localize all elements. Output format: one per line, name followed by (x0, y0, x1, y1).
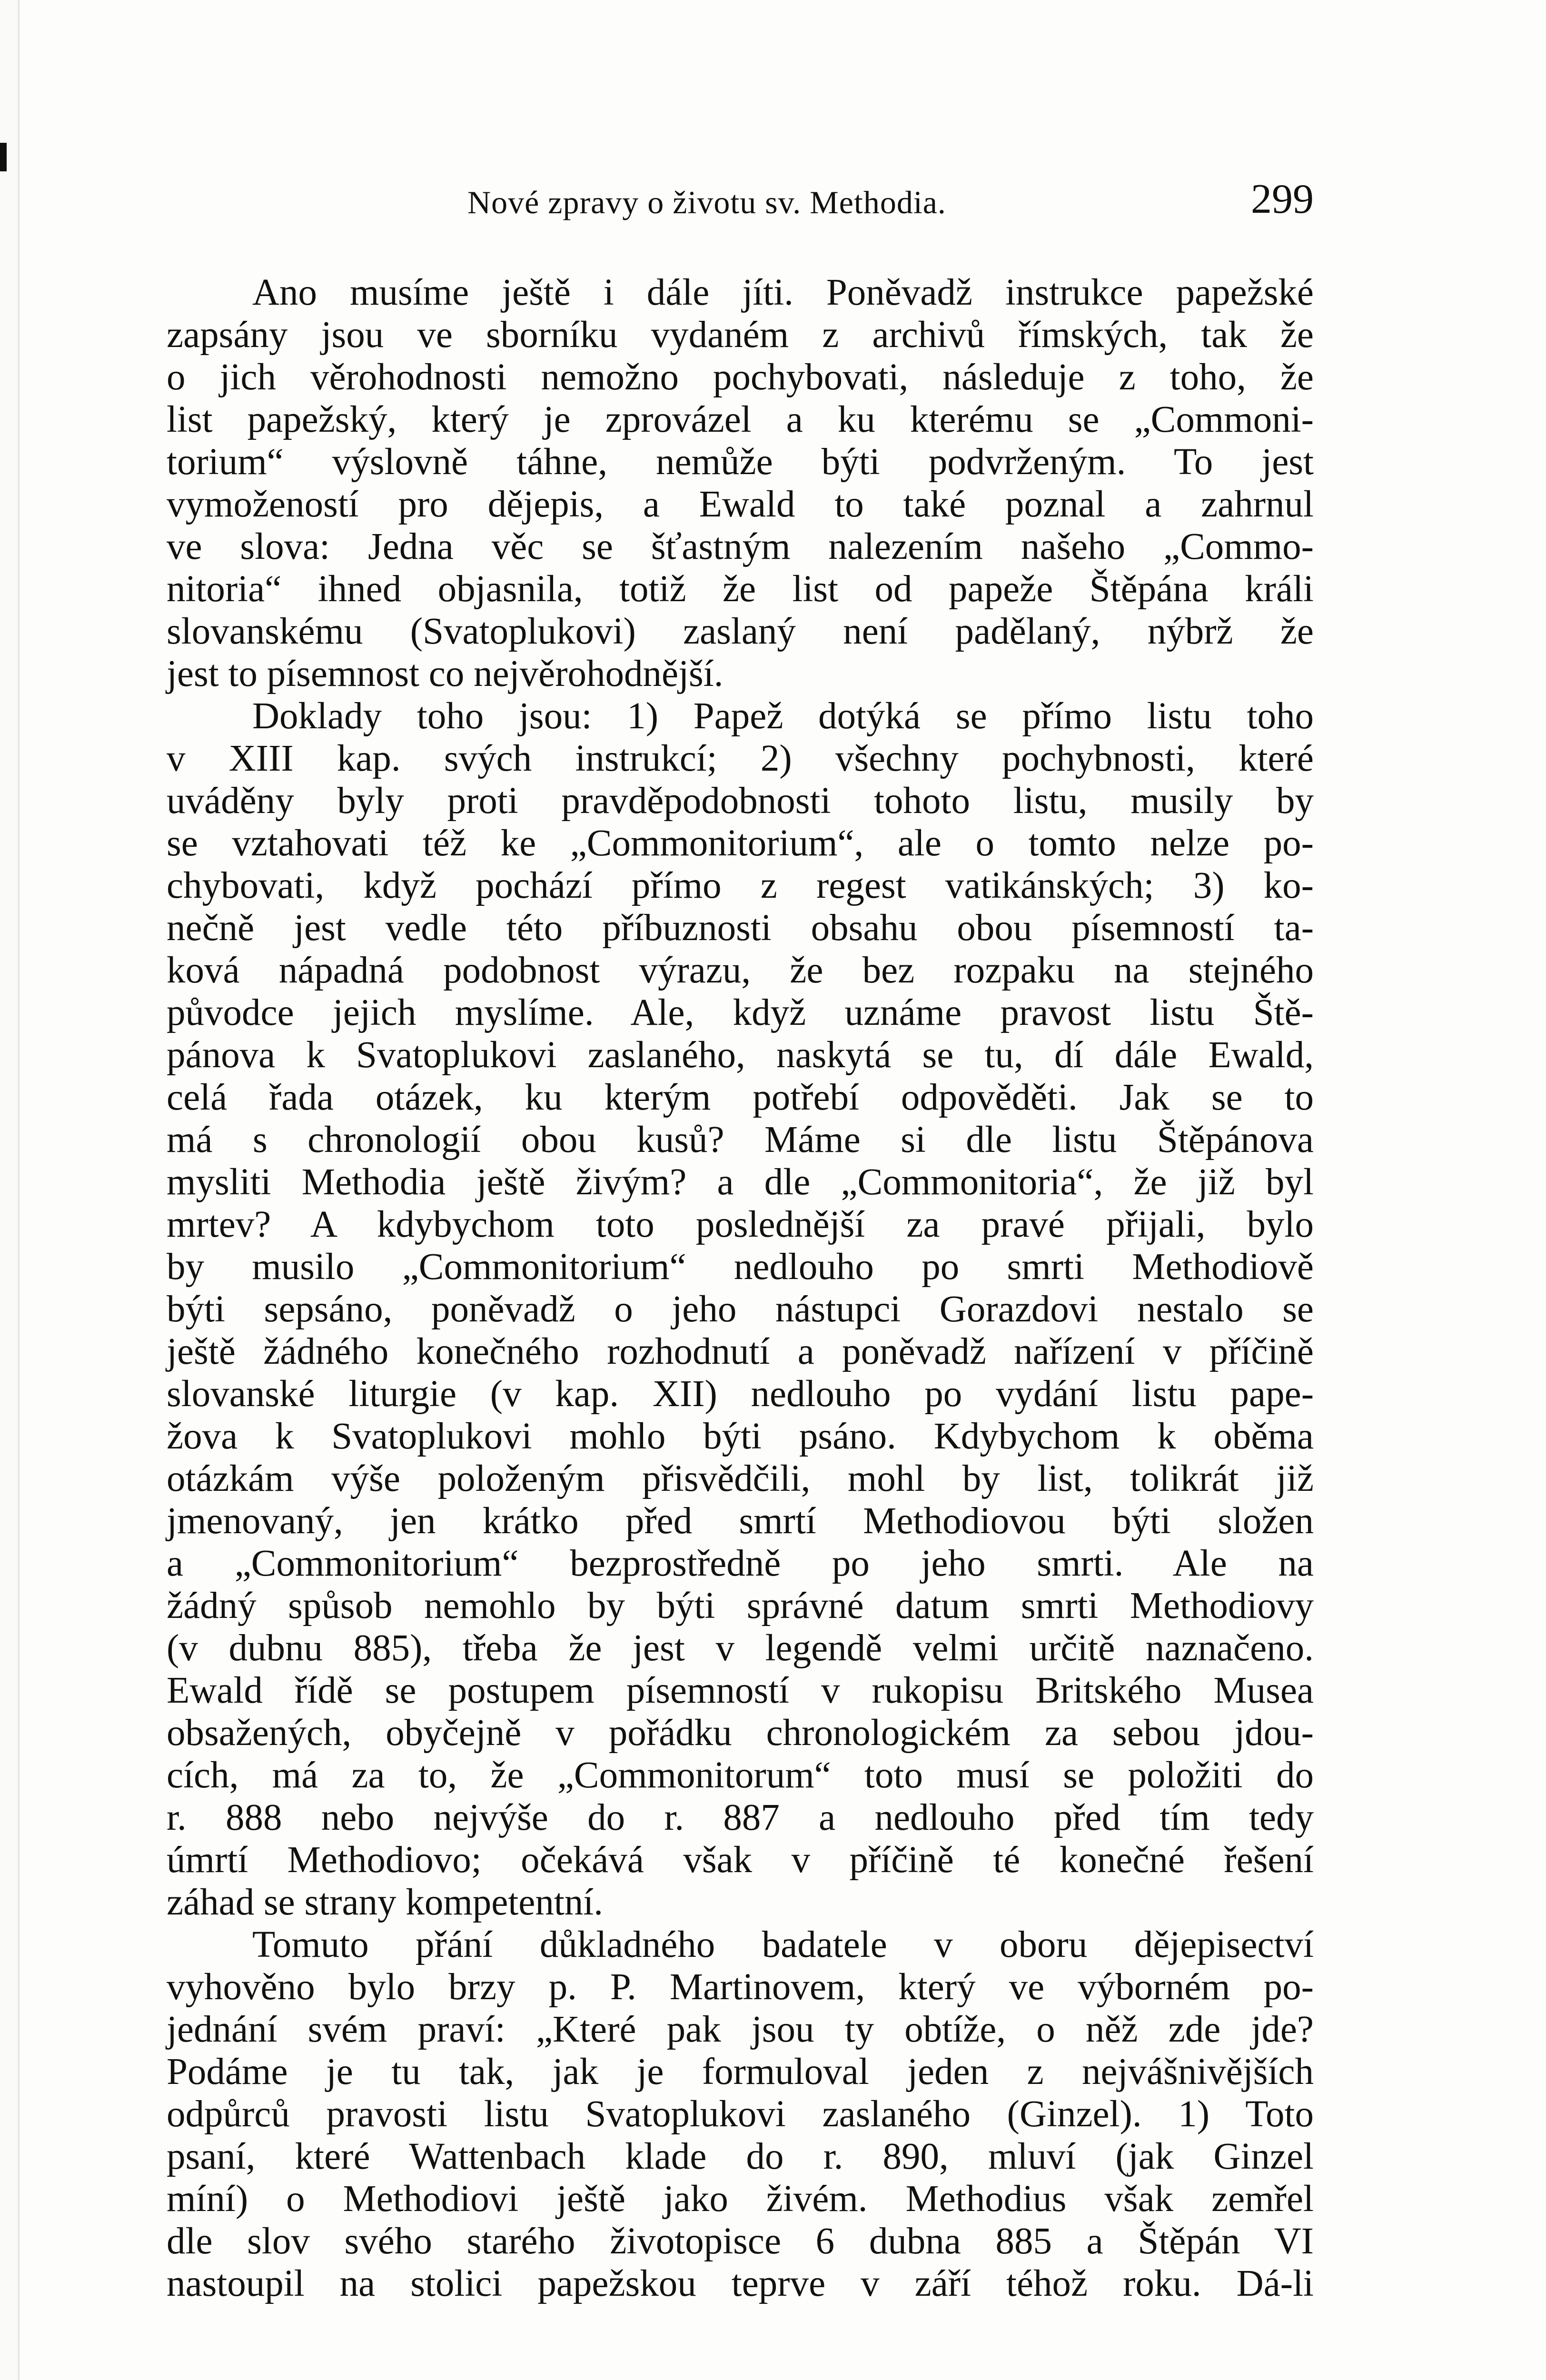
text-line: ková nápadná podobnost výrazu, že bez rozpaku na stejného (167, 950, 1314, 991)
text-line: pánova k Svatoplukovi zaslaného, naskytá se tu, dí dále Ewald, (167, 1034, 1314, 1076)
text-line: slovanské liturgie (v kap. XII) nedlouho po vydání listu pape- (167, 1373, 1314, 1415)
page-edge (0, 0, 20, 2380)
binding-mark (0, 143, 7, 171)
text-line: ve slova: Jedna věc se šťastným nalezením našeho „Commo- (167, 526, 1314, 567)
text-line: nastoupil na stolici papežskou teprve v září téhož roku. Dá-li (167, 2263, 1314, 2304)
text-line: slovanskému (Svatoplukovi) zaslaný není padělaný, nýbrž že (167, 611, 1314, 652)
text-line: žádný spůsob nemohlo by býti správné datum smrti Methodiovy (167, 1585, 1314, 1626)
text-line: (v dubnu 885), třeba že jest v legendě velmi určitě naznačeno. (167, 1627, 1314, 1669)
text-line: mysliti Methodia ještě živým? a dle „Commonitoria“, že již byl (167, 1161, 1314, 1203)
text-line: žova k Svatoplukovi mohlo býti psáno. Kdybychom k oběma (167, 1416, 1314, 1457)
text-line: úmrtí Methodiovo; očekává však v příčině té konečné řešení (167, 1839, 1314, 1881)
text-line: mrtev? A kdybychom toto poslednější za pravé přijali, bylo (167, 1204, 1314, 1245)
text-line: psaní, které Wattenbach klade do r. 890, mluví (jak Ginzel (167, 2136, 1314, 2177)
text-line: obsažených, obyčejně v pořádku chronologickém za sebou jdou- (167, 1712, 1314, 1754)
text-line: Podáme je tu tak, jak je formuloval jeden z nejvášnivějších (167, 2051, 1314, 2092)
text-line: se vztahovati též ke „Commonitorium“, ale o tomto nelze po- (167, 823, 1314, 864)
text-line: jest to písemnost co nejvěrohodnější. (167, 653, 723, 694)
text-line: chybovati, když pochází přímo z regest vatikánských; 3) ko- (167, 865, 1314, 906)
text-line: nitoria“ ihned objasnila, totiž že list od papeže Štěpána králi (167, 568, 1314, 610)
text-line: by musilo „Commonitorium“ nedlouho po smrti Methodiově (167, 1246, 1314, 1288)
body-text (167, 271, 1314, 2305)
text-line: jmenovaný, jen krátko před smrtí Methodiovou býti složen (167, 1500, 1314, 1542)
text-line: má s chronologií obou kusů? Máme si dle listu Štěpánova (167, 1119, 1314, 1160)
text-line: uváděny byly proti pravděpodobnosti tohoto listu, musily by (167, 780, 1314, 822)
text-line: Tomuto přání důkladného badatele v oboru dějepisectví (252, 1924, 1314, 1965)
text-line: r. 888 nebo nejvýše do r. 887 a nedlouho před tím tedy (167, 1797, 1314, 1838)
text-line: cích, má za to, že „Commonitorum“ toto musí se položiti do (167, 1755, 1314, 1796)
text-line: Doklady toho jsou: 1) Papež dotýká se přímo listu toho (252, 695, 1314, 737)
text-line: ještě žádného konečného rozhodnutí a poněvadž nařízení v příčině (167, 1331, 1314, 1372)
text-line: a „Commonitorium“ bezprostředně po jeho smrti. Ale na (167, 1543, 1314, 1584)
text-line: celá řada otázek, ku kterým potřebí odpověděti. Jak se to (167, 1077, 1314, 1118)
text-line: Ano musíme ještě i dále jíti. Poněvadž instrukce papežské (252, 272, 1314, 313)
page-header (167, 175, 1314, 228)
text-line: o jich věrohodnosti nemožno pochybovati, následuje z toho, že (167, 357, 1314, 398)
text-line: odpůrců pravosti listu Svatoplukovi zaslaného (Ginzel). 1) Toto (167, 2093, 1314, 2135)
page-number: 299 (1251, 176, 1314, 222)
text-line: Ewald řídě se postupem písemností v rukopisu Britského Musea (167, 1670, 1314, 1711)
text-line: list papežský, který je zprovázel a ku kterému se „Commoni- (167, 399, 1314, 440)
text-line: vyhověno bylo brzy p. P. Martinovem, který ve výborném po- (167, 1966, 1314, 2008)
text-line: míní) o Methodiovi ještě jako živém. Methodius však zemřel (167, 2178, 1314, 2220)
text-line: původce jejich myslíme. Ale, když uznáme pravost listu Ště- (167, 992, 1314, 1033)
text-line: býti sepsáno, poněvadž o jeho nástupci Gorazdovi nestalo se (167, 1289, 1314, 1330)
running-title: Nové zpravy o životu sv. Methodia. (467, 184, 946, 220)
text-line: torium“ výslovně táhne, nemůže býti podvrženým. To jest (167, 441, 1314, 483)
text-line: zapsány jsou ve sborníku vydaném z archivů římských, tak že (167, 314, 1314, 356)
text-line: otázkám výše položeným přisvědčili, mohl by list, tolikrát již (167, 1458, 1314, 1499)
text-line: nečně jest vedle této příbuznosti obsahu obou písemností ta- (167, 907, 1314, 949)
text-line: v XIII kap. svých instrukcí; 2) všechny pochybnosti, které (167, 738, 1314, 779)
text-line: záhad se strany kompetentní. (167, 1882, 603, 1923)
text-line: jednání svém praví: „Které pak jsou ty obtíže, o něž zde jde? (167, 2009, 1314, 2050)
text-line: dle slov svého starého životopisce 6 dubna 885 a Štěpán VI (167, 2221, 1314, 2262)
text-line: vymožeností pro dějepis, a Ewald to také poznal a zahrnul (167, 484, 1314, 525)
